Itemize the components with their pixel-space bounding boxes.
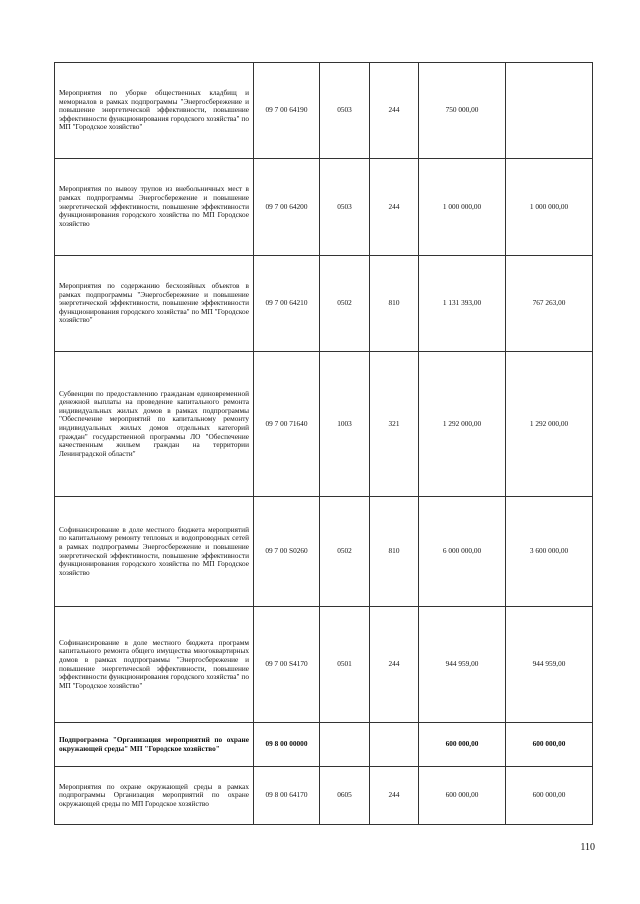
row-value-1: 6 000 000,00 xyxy=(419,497,506,607)
row-value-1: 600 000,00 xyxy=(419,723,506,767)
row-name: Мероприятия по уборке общественных кладбищ и мемориалов в рамках подпрограммы "Энергосбережение и повышение энергетической эффективности, повышение эффективности функционирования городского хозяйства" по МП "Городское хозяйство" xyxy=(55,63,254,159)
row-code: 09 7 00 S4170 xyxy=(254,607,320,723)
row-code: 09 7 00 71640 xyxy=(254,352,320,497)
row-value-2: 1 292 000,00 xyxy=(506,352,593,497)
table-row xyxy=(55,352,593,497)
row-value-1: 1 292 000,00 xyxy=(419,352,506,497)
row-code: 09 8 00 64170 xyxy=(254,767,320,825)
row-section: 0503 xyxy=(320,63,370,159)
row-value-1: 1 131 393,00 xyxy=(419,256,506,352)
row-name: Мероприятия по содержанию бесхозяйных объектов в рамках подпрограммы "Энергосбережение и повышение энергетической эффективности, повышение эффективности функционирования городского хозяйства" по МП "Городское хозяйство" xyxy=(55,256,254,352)
row-code: 09 7 00 64210 xyxy=(254,256,320,352)
row-value-2: 1 000 000,00 xyxy=(506,159,593,256)
table-row-subprogram xyxy=(55,723,593,767)
row-section: 0605 xyxy=(320,767,370,825)
row-section: 0501 xyxy=(320,607,370,723)
row-type xyxy=(370,723,419,767)
row-type: 244 xyxy=(370,159,419,256)
row-section: 0502 xyxy=(320,256,370,352)
row-name: Подпрограмма "Организация мероприятий по охране окружающей среды" МП "Городское хозяйство" xyxy=(55,723,254,767)
row-name: Софинансирование в доле местного бюджета программ капитального ремонта общего имущества многоквартирных домов в рамках подпрограммы "Энергосбережение и повышение энергетической эффективности, повышение эффективности функционирования городского хозяйства" по МП "Городское хозяйство" xyxy=(55,607,254,723)
page-number: 110 xyxy=(580,842,595,853)
table-row xyxy=(55,159,593,256)
row-code: 09 7 00 S0260 xyxy=(254,497,320,607)
table-row xyxy=(55,607,593,723)
row-section xyxy=(320,723,370,767)
row-code: 09 7 00 64200 xyxy=(254,159,320,256)
row-value-2: 767 263,00 xyxy=(506,256,593,352)
row-section: 0503 xyxy=(320,159,370,256)
table-row xyxy=(55,63,593,159)
row-value-1: 944 959,00 xyxy=(419,607,506,723)
budget-table xyxy=(54,62,593,825)
row-value-1: 750 000,00 xyxy=(419,63,506,159)
row-section: 1003 xyxy=(320,352,370,497)
table-row xyxy=(55,767,593,825)
row-type: 810 xyxy=(370,256,419,352)
row-type: 244 xyxy=(370,63,419,159)
row-value-1: 1 000 000,00 xyxy=(419,159,506,256)
row-name: Мероприятия по вывозу трупов из внебольничных мест в рамках подпрограммы Энергосбережение и повышение энергетической эффективности, повышение эффективности функционирования городского хозяйства по МП Городское хозяйство xyxy=(55,159,254,256)
row-value-2: 944 959,00 xyxy=(506,607,593,723)
row-type: 321 xyxy=(370,352,419,497)
row-value-1: 600 000,00 xyxy=(419,767,506,825)
row-code: 09 7 00 64190 xyxy=(254,63,320,159)
row-type: 244 xyxy=(370,607,419,723)
row-value-2: 3 600 000,00 xyxy=(506,497,593,607)
row-code: 09 8 00 00000 xyxy=(254,723,320,767)
table-row xyxy=(55,497,593,607)
row-type: 244 xyxy=(370,767,419,825)
row-section: 0502 xyxy=(320,497,370,607)
row-type: 810 xyxy=(370,497,419,607)
table-row xyxy=(55,256,593,352)
row-value-2: 600 000,00 xyxy=(506,723,593,767)
row-value-2 xyxy=(506,63,593,159)
row-name: Субвенции по предоставлению гражданам единовременной денежной выплаты на проведение капитального ремонта индивидуальных жилых домов в рамках подпрограммы "Обеспечение мероприятий по капитальному ремонту индивидуальных жилых домов отдельных категорий граждан" государственной программы ЛО "Обеспечение качественным жильем граждан на территории Ленинградской области" xyxy=(55,352,254,497)
row-value-2: 600 000,00 xyxy=(506,767,593,825)
row-name: Мероприятия по охране окружающей среды в рамках подпрограммы Организация мероприятий по охране окружающей среды по МП Городское хозяйство xyxy=(55,767,254,825)
row-name: Софинансирование в доле местного бюджета мероприятий по капитальному ремонту тепловых и водопроводных сетей в рамках подпрограммы Энергосбережение и повышение энергетической эффективности, повышение эффективности функционирования городского хозяйства по МП Городское хозяйство xyxy=(55,497,254,607)
